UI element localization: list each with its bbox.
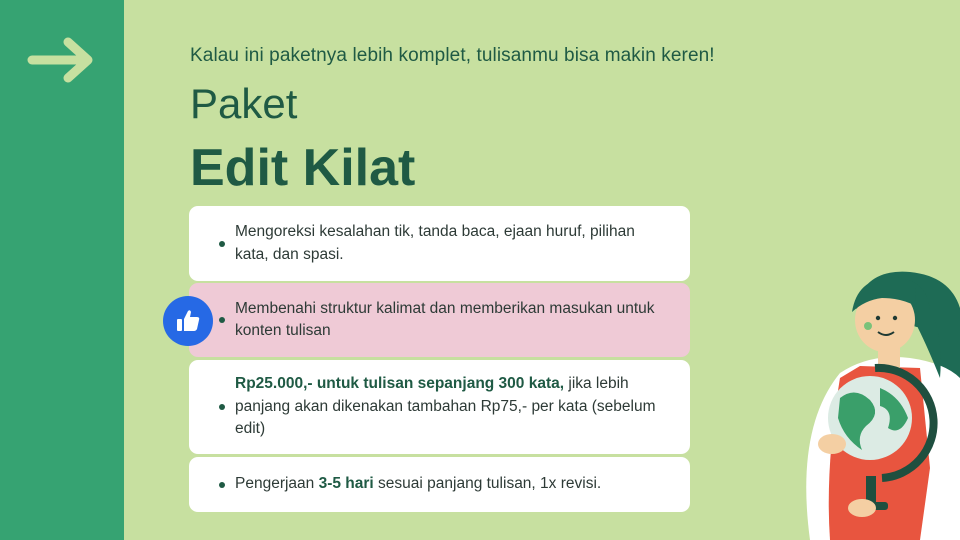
bullet [219,241,225,247]
thumbs-up-badge [163,296,213,346]
arrow-right-icon [26,36,98,84]
feature-text: Pengerjaan 3-5 hari sesuai panjang tulisan, 1x revisi. [235,475,602,493]
feature-text: Rp25.000,- untuk tulisan sepanjang 300 kata, jika lebih panjang akan dikenakan tambahan Rp75,- per kata (sebelum edit) [235,375,656,438]
feature-card-duration [189,457,690,512]
feature-text: Membenahi struktur kalimat dan memberikan masukan untuk konten tulisan [235,299,655,339]
title-paket: Paket [190,80,298,127]
bullet [219,482,225,488]
bullet [219,317,225,323]
feature-text: Mengoreksi kesalahan tik, tanda baca, ejaan huruf, pilihan kata, dan spasi. [235,223,635,263]
title-edit-kilat: Edit Kilat [190,139,416,197]
tagline: Kalau ini paketnya lebih komplet, tulisanmu bisa makin keren! [190,45,715,66]
thumbs-up-icon [173,306,203,336]
duration-text: 3-5 hari [318,475,374,493]
feature-card-price [189,360,690,454]
feature-card-correction [189,206,690,281]
bullet [219,404,225,410]
feature-card-structure [189,283,690,357]
price-text: Rp25.000,- untuk tulisan sepanjang 300 kata, [235,375,565,393]
woman-holding-globe-illustration [770,268,960,540]
